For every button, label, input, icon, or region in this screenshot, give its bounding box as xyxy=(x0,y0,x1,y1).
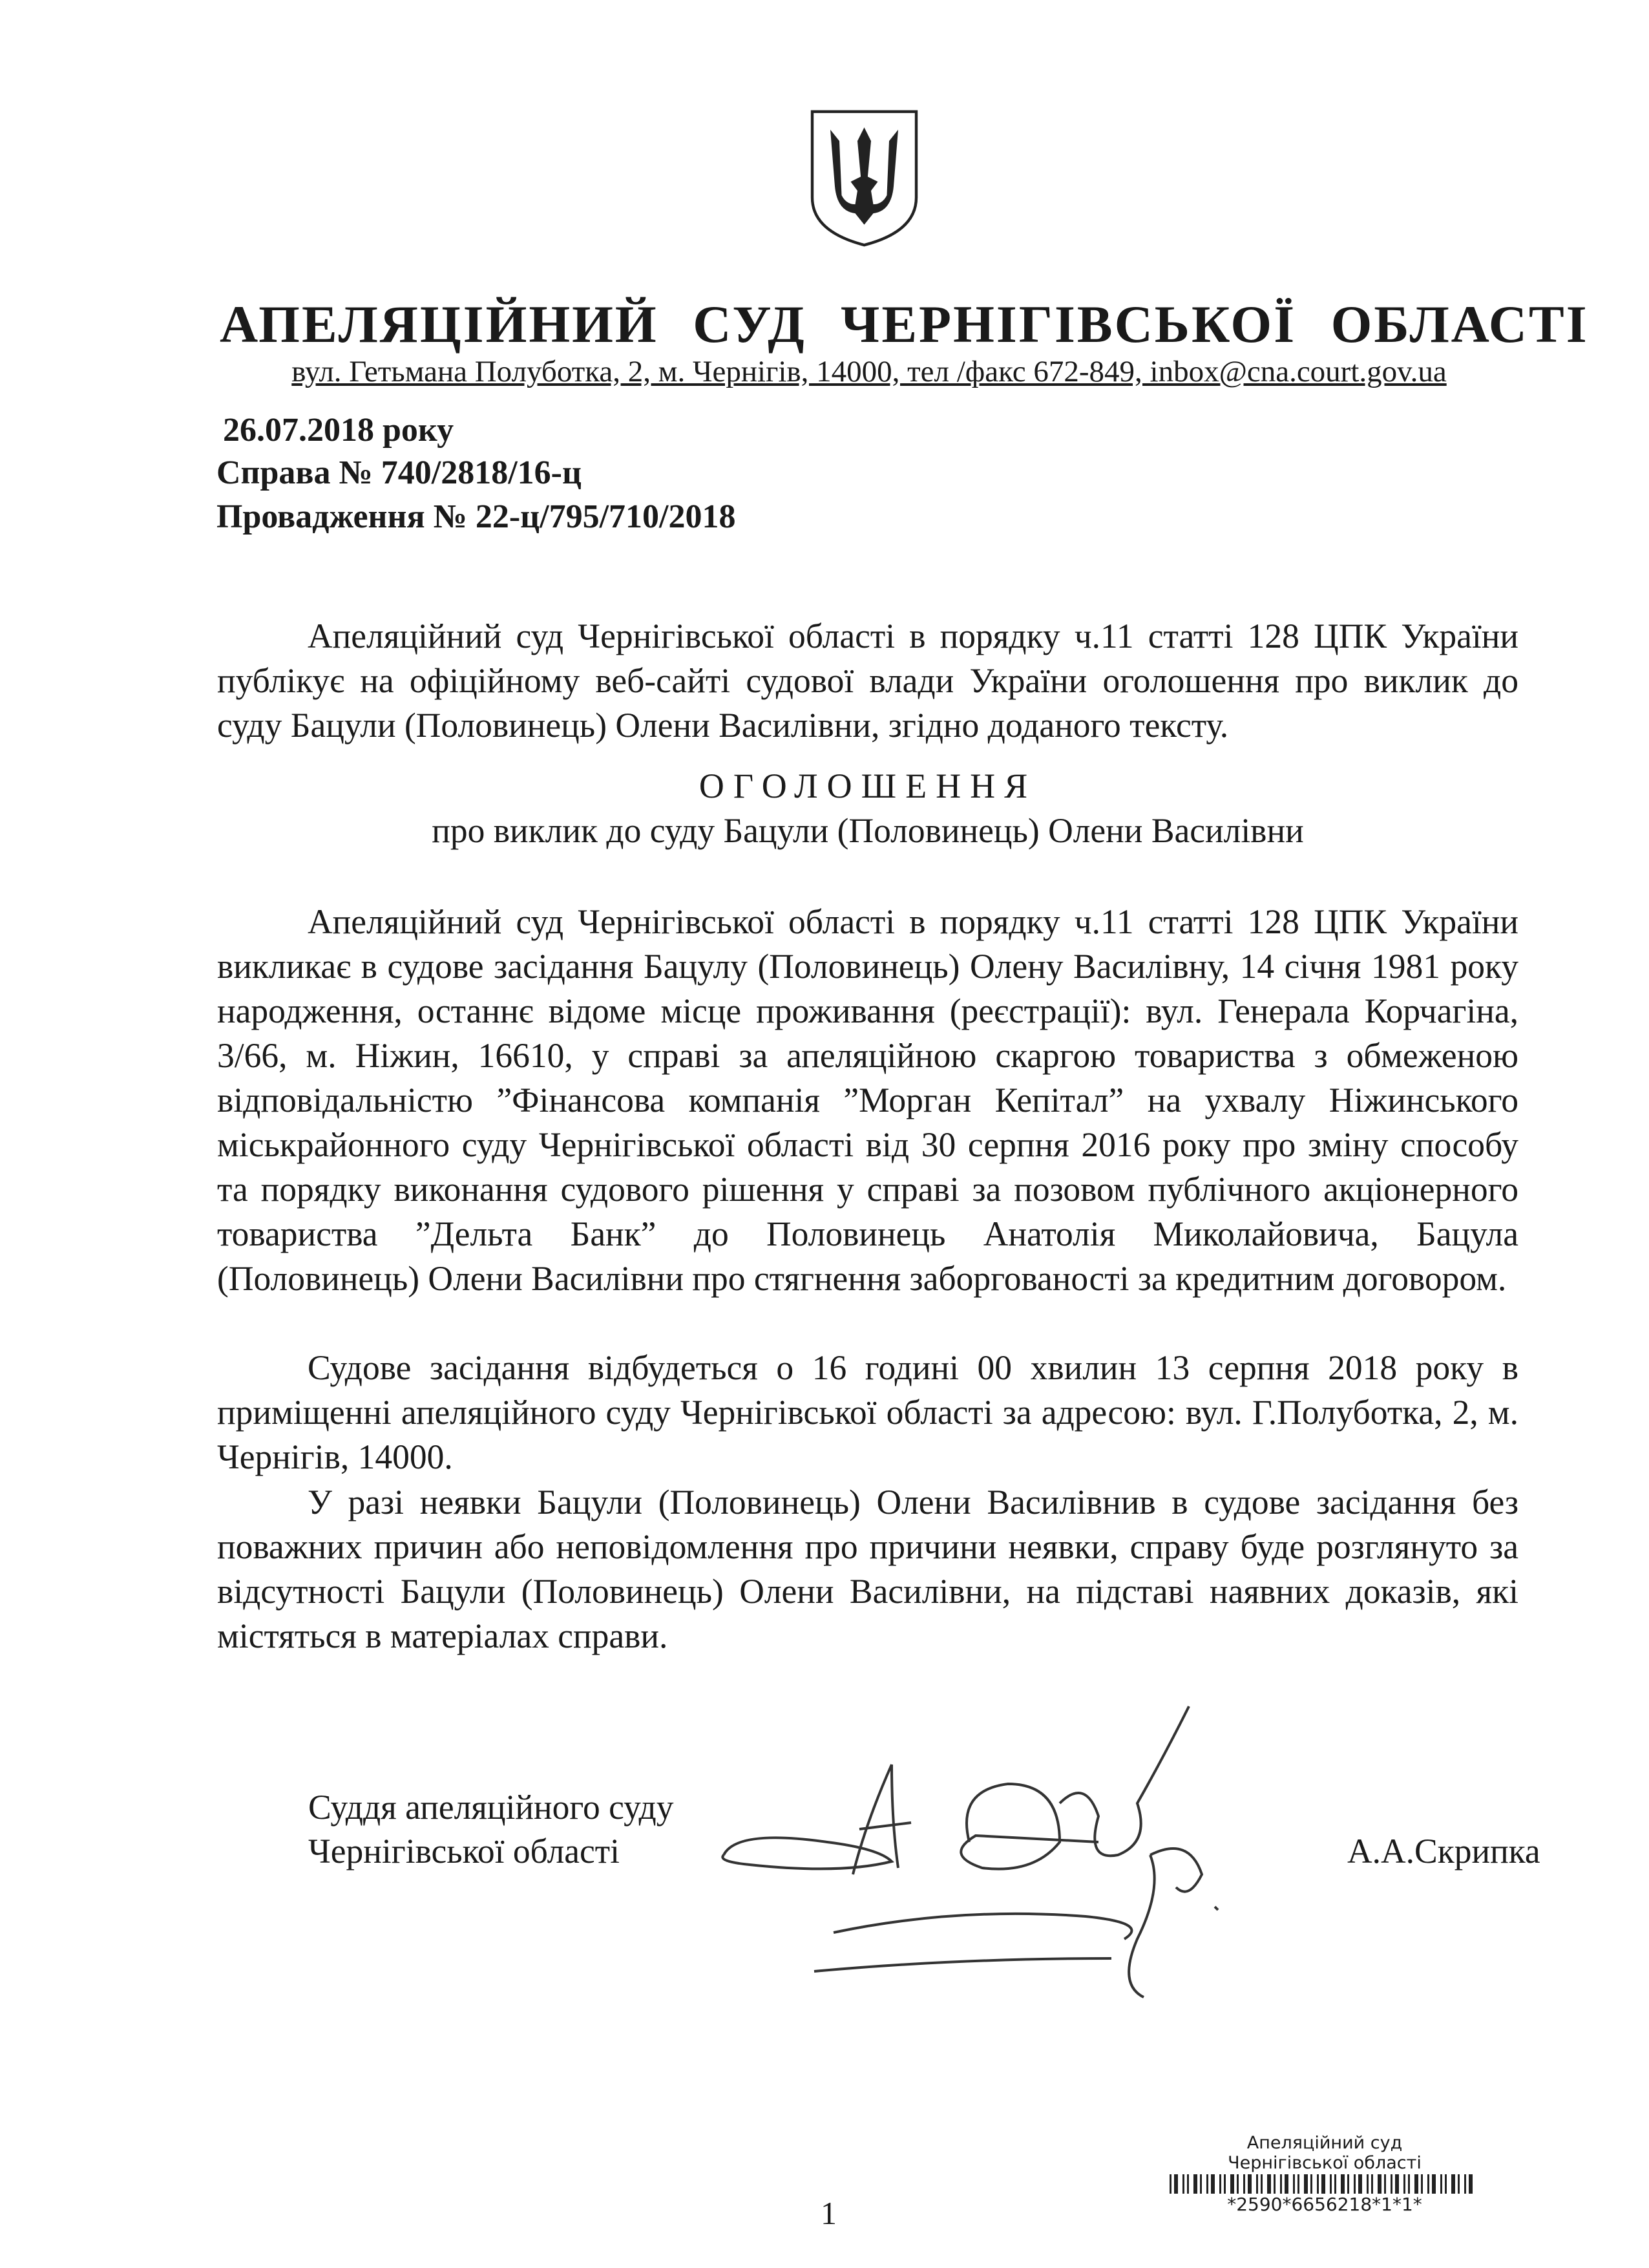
barcode-bar xyxy=(1219,2174,1221,2194)
signer-position-region: Чернігівської області xyxy=(308,1832,620,1871)
court-title: АПЕЛЯЦІЙНИЙ СУД ЧЕРНІГІВСЬКОЇ ОБЛАСТІ xyxy=(220,295,1589,354)
barcode-bar xyxy=(1347,2174,1349,2194)
signer-position: Суддя апеляційного суду xyxy=(308,1788,674,1827)
barcode-bar xyxy=(1334,2174,1336,2194)
handwritten-signature xyxy=(698,1693,1279,2055)
barcode-bar xyxy=(1248,2174,1252,2194)
barcode-bar xyxy=(1317,2174,1319,2194)
barcode-bar xyxy=(1421,2174,1423,2194)
barcode-bar xyxy=(1432,2174,1436,2194)
stamp-court-region: Чернігівської області xyxy=(1228,2153,1422,2173)
barcode-bar xyxy=(1451,2174,1455,2194)
case-number: Справа № 740/2818/16-ц xyxy=(216,454,582,491)
barcode-bar xyxy=(1378,2174,1381,2194)
announcement-heading: ОГОЛОШЕННЯ xyxy=(698,767,1037,805)
barcode-bar xyxy=(1267,2174,1271,2194)
signer-name: А.А.Скрипка xyxy=(1347,1832,1540,1871)
barcode-bar xyxy=(1200,2174,1202,2194)
barcode-bar xyxy=(1384,2174,1386,2194)
barcode-bar xyxy=(1256,2174,1258,2194)
barcode-bar xyxy=(1469,2174,1473,2194)
barcode-bar xyxy=(1211,2174,1215,2194)
announcement-paragraph: У разі неявки Бацули (Половинець) Олени Василівнив в судове засідання без поважних причин або неповідомлення про причини неявки, справу буде розглянуто за відсутності Бацули (Половинець) Олени Василівни, на підставі наявних доказів, які містяться в матеріалах справи. xyxy=(217,1483,1518,1655)
stamp-court-name: Апеляційний суд xyxy=(1246,2133,1403,2153)
barcode-bar xyxy=(1321,2174,1325,2194)
barcode-bar xyxy=(1403,2174,1405,2194)
barcode-bar xyxy=(1427,2174,1429,2194)
barcode-bar xyxy=(1243,2174,1245,2194)
barcode-bar xyxy=(1341,2174,1345,2194)
trident-emblem-icon xyxy=(808,107,921,249)
barcode-bar xyxy=(1261,2174,1263,2194)
document-date: 26.07.2018 року xyxy=(223,412,454,449)
barcode-bar xyxy=(1293,2174,1295,2194)
barcode-bar xyxy=(1391,2174,1392,2194)
barcode-bar xyxy=(1330,2174,1332,2194)
barcode-bar xyxy=(1237,2174,1239,2194)
barcode-bar xyxy=(1193,2174,1197,2194)
announcement-paragraph: Судове засідання відбудеться о 16 годині 00 хвилин 13 серпня 2018 року в приміщенні апеляційного суду Чернігівської області за адресою: вул. Г.Полуботка, 2, м. Чернігів, 14000. xyxy=(217,1348,1518,1476)
barcode-bar xyxy=(1367,2174,1369,2194)
proceeding-number: Провадження № 22-ц/795/710/2018 xyxy=(216,498,736,535)
barcode-bar xyxy=(1224,2174,1226,2194)
barcode-bar xyxy=(1358,2174,1362,2194)
barcode-bar xyxy=(1408,2174,1410,2194)
barcode-bar xyxy=(1354,2174,1356,2194)
barcode-number: *2590*6656218*1*1* xyxy=(1227,2194,1422,2215)
barcode-bar xyxy=(1464,2174,1466,2194)
barcode-bar xyxy=(1304,2174,1308,2194)
barcode-bar xyxy=(1414,2174,1418,2194)
barcode-bar xyxy=(1297,2174,1299,2194)
registration-stamp xyxy=(1073,2133,1577,2215)
barcode xyxy=(1170,2174,1480,2194)
intro-paragraph: Апеляційний суд Чернігівської області в порядку ч.11 статті 128 ЦПК України публікує на офіційному веб-сайті судової влади України оголошення про виклик до суду Бацули (Половинець) Олени Василівни, згідно доданого тексту. xyxy=(217,617,1518,745)
barcode-bar xyxy=(1371,2174,1373,2194)
barcode-bar xyxy=(1274,2174,1276,2194)
barcode-bar xyxy=(1182,2174,1184,2194)
barcode-bar xyxy=(1174,2174,1178,2194)
barcode-bar xyxy=(1280,2174,1282,2194)
barcode-bar xyxy=(1395,2174,1399,2194)
barcode-bar xyxy=(1187,2174,1189,2194)
barcode-bar xyxy=(1285,2174,1288,2194)
page-number: 1 xyxy=(821,2195,837,2231)
barcode-bar xyxy=(1458,2174,1460,2194)
barcode-bar xyxy=(1206,2174,1208,2194)
barcode-bar xyxy=(1310,2174,1312,2194)
barcode-bar xyxy=(1230,2174,1234,2194)
barcode-bar xyxy=(1445,2174,1447,2194)
court-address: вул. Гетьмана Полуботка, 2, м. Чернігів, 14000, тел /факс 672-849, inbox@cna.court.gov.ua xyxy=(291,355,1447,388)
barcode-bar xyxy=(1170,2174,1171,2194)
barcode-bar xyxy=(1440,2174,1442,2194)
announcement-paragraph: Апеляційний суд Чернігівської області в порядку ч.11 статті 128 ЦПК України викликає в судове засідання Бацулу (Половинець) Олену Василівну, 14 січня 1981 року народження, останнє відоме місце проживання (реєстрації): вул. Генерала Корчагіна, 3/66, м. Ніжин, 16610, у справі за апеляційною скаргою товариства з обмеженою відповідальністю ”Фінансова компанія ”Морган Кепітал” на ухвалу Ніжинського міськрайонного суду Чернігівської області від 30 серпня 2016 року про зміну способу та порядку виконання судового рішення у справі за позовом публічного акціонерного товариства ”Дельта Банк” до Половинець Анатолія Миколайовича, Бацула (Половинець) Олени Василівни про стягнення заборгованості за кредитним договором. xyxy=(217,902,1518,1298)
announcement-subheading: про виклик до суду Бацули (Половинець) Олени Василівни xyxy=(432,811,1304,850)
